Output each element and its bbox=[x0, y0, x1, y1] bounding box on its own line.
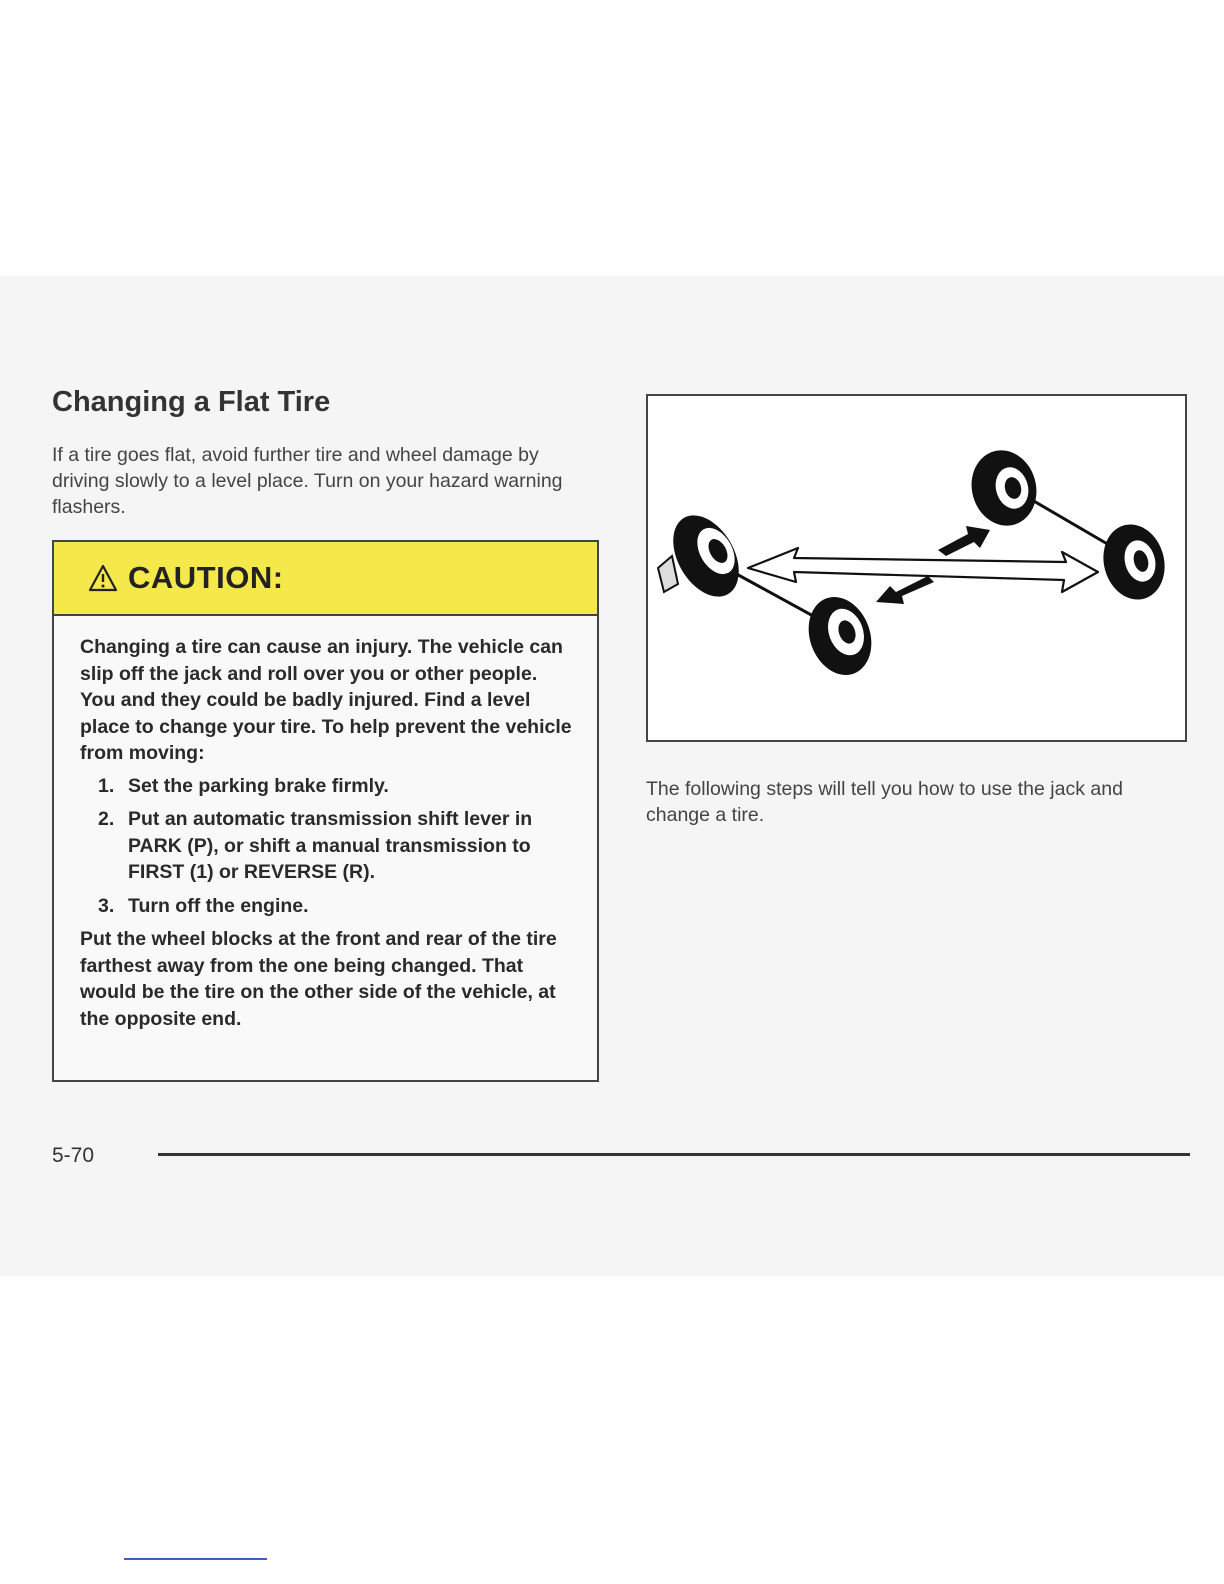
caution-extra-text: Put the wheel blocks at the front and rear of the tire farthest away from the one being changed. That would be the tire on the other side of the vehicle, at the opposite end. bbox=[80, 928, 557, 1030]
caution-step bbox=[80, 806, 573, 886]
caution-steps bbox=[80, 773, 573, 920]
footer-rule bbox=[158, 1153, 1190, 1156]
section-title: Changing a Flat Tire bbox=[52, 386, 331, 418]
step-text: Set the parking brake firmly. bbox=[128, 774, 389, 797]
arrow-up-icon bbox=[938, 526, 990, 556]
right-column-text: The following steps will tell you how to use the jack and change a tire. bbox=[646, 778, 1123, 826]
wheel-block-icon bbox=[658, 556, 678, 592]
link-underline bbox=[124, 1558, 267, 1560]
wheel-blocks-diagram-icon bbox=[648, 396, 1185, 740]
caution-header bbox=[54, 542, 597, 616]
tire-front-right-icon bbox=[963, 443, 1044, 533]
caution-step bbox=[80, 893, 573, 920]
figure-box bbox=[646, 394, 1187, 742]
tire-rear-right-icon bbox=[1095, 518, 1173, 607]
caution-body bbox=[54, 616, 597, 1032]
step-number: 3. bbox=[98, 894, 115, 917]
caution-box bbox=[52, 540, 599, 1082]
step-number: 1. bbox=[98, 774, 115, 797]
caution-step bbox=[80, 773, 573, 800]
tire-front-left-icon bbox=[660, 504, 752, 608]
tire-rear-left-icon bbox=[798, 588, 882, 684]
intro-paragraph: If a tire goes flat, avoid further tire and wheel damage by driving slowly to a level place. Turn on your hazard warning flashers. bbox=[52, 444, 563, 518]
step-text: Put an automatic transmission shift lever in PARK (P), or shift a manual transmission to FIRST (1) or REVERSE (R). bbox=[128, 808, 533, 883]
caution-text: Changing a tire can cause an injury. The vehicle can slip off the jack and roll over you or other people. You and they could be badly injured. Find a level place to change your tire. To help prevent the vehicle from moving: bbox=[80, 636, 572, 764]
step-text: Turn off the engine. bbox=[128, 894, 309, 917]
step-number: 2. bbox=[98, 808, 115, 830]
page-number: 5-70 bbox=[52, 1144, 95, 1167]
caution-heading: CAUTION: bbox=[128, 560, 284, 595]
arrow-down-icon bbox=[876, 576, 934, 604]
warning-triangle-icon bbox=[88, 564, 118, 592]
